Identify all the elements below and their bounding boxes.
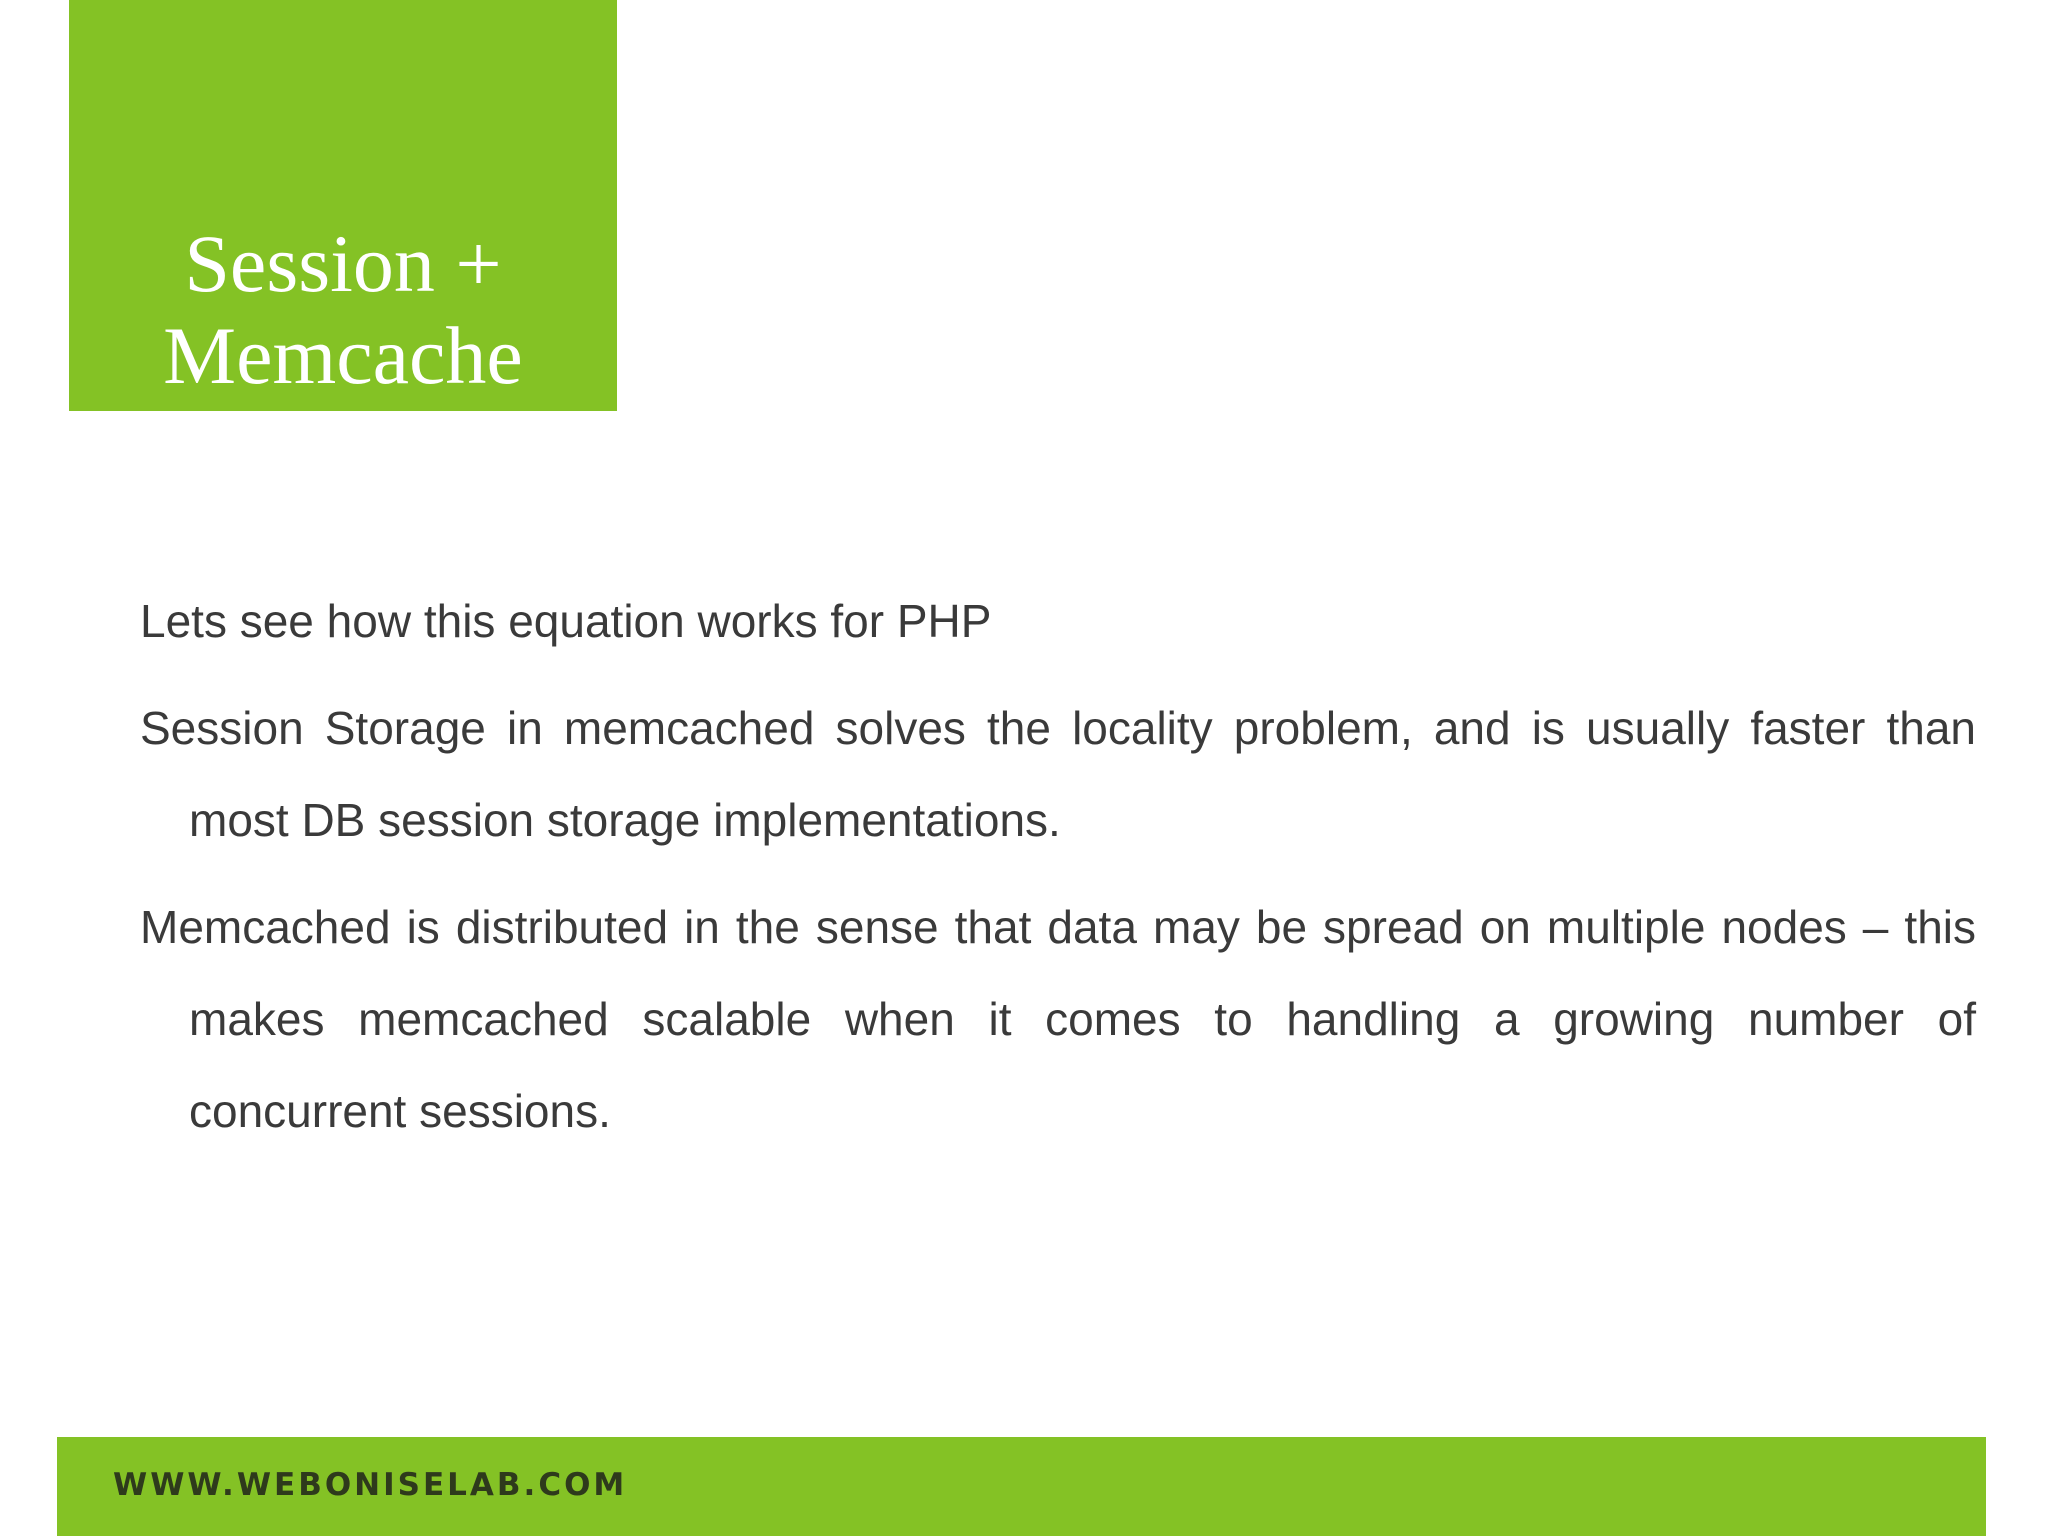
footer-bar <box>57 1437 1986 1536</box>
slide-title-line-2: Memcache <box>163 310 523 401</box>
slide-title-line-1: Session + <box>184 218 502 309</box>
footer-url: WWW.WEBONISELAB.COM <box>113 1467 628 1503</box>
title-box <box>69 0 617 411</box>
slide-title <box>69 218 617 402</box>
body-paragraph-1: Lets see how this equation works for PHP <box>140 595 992 647</box>
slide-body <box>140 575 1976 1172</box>
body-paragraph-2: Session Storage in memcached solves the locality problem, and is usually faster than most DB session storage implementations. <box>140 702 1976 846</box>
body-paragraph-3: Memcached is distributed in the sense that data may be spread on multiple nodes – this makes memcached scalable when it comes to handling a growing number of concurrent sessions. <box>140 901 1976 1137</box>
